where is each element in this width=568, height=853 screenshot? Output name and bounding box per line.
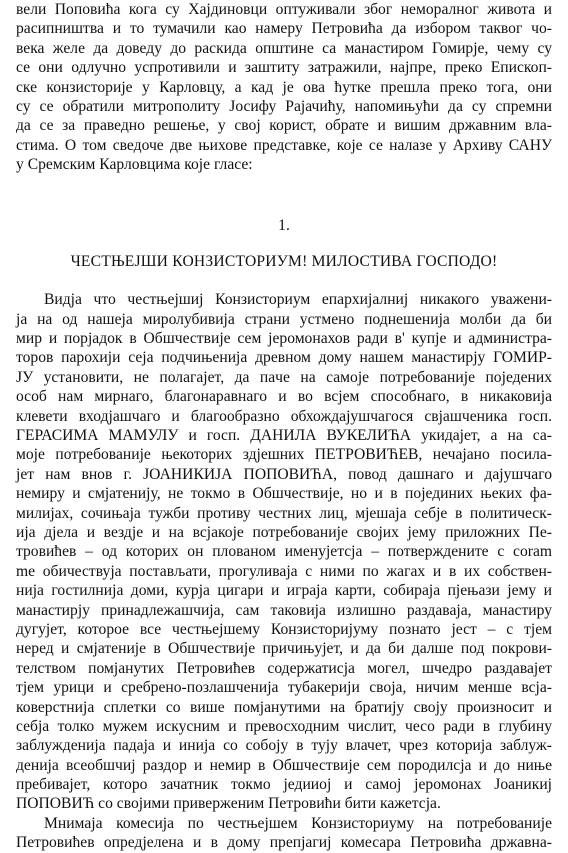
paragraph-line: заблужденија падаја и инија со собоју в тују влачет, чрез которија заблуж-	[16, 737, 552, 755]
intro-line: у Сремским Карловцима које гласе:	[16, 156, 253, 174]
paragraph-line: ЈУ установити, не полагајет, да пaче на самоје потребованије поједених	[16, 368, 552, 386]
document-number: 1.	[278, 216, 290, 234]
paragraph-line: ја на од нашеја миролубивија страни устмено поднешенија молби да би	[16, 310, 552, 328]
paragraph-line: пребивајет, которо зачатник токмо једииој и самој јеромонах Јоаникиј	[16, 776, 552, 794]
letter-paragraph-1	[16, 290, 552, 814]
intro-line: да се за праведно решење, у свој корист, обрате и вишим државним вла-	[16, 117, 552, 135]
intro-line: вели Поповића кога су Хајдиновци оптуживали због неморалног живота и	[16, 1, 552, 18]
paragraph-line: себја толко мужем искусним и превосходним числит, чесо ради в глубину	[16, 717, 552, 735]
paragraph-line: дугујет, которое все честњејшему Конзисторијуму познато јест – с тјем	[16, 620, 552, 638]
intro-line: века желе да доведу до раскида општине са манастиром Гомирје, чему су	[16, 39, 552, 57]
paragraph-line: денија всеобшчиј раздор и немир в Обшчествије сем породилсја и до ниње	[16, 756, 552, 774]
document-page	[16, 0, 552, 853]
intro-line: стима. О том сведоче две њихове представке, које се налазе у Архиву САНУ	[16, 136, 552, 154]
paragraph-line: Мнимаја комесија по честњејшем Конзисториуму на потребованије	[44, 814, 552, 832]
intro-line: су се обратили митрополиту Јосифу Рајачићу, напомињући да су спремни	[16, 97, 552, 115]
paragraph-line: нија гостилнија доми, курја цигари и играја карти, собираја пјењази јему и	[16, 582, 552, 600]
intro-line: се они одлучно успротивили и заштиту затражили, најпре, преко Епископ-	[16, 59, 552, 77]
document-heading: ЧЕСТЊЕЈШИ КОНЗИСТОРИУМ! МИЛОСТИВА ГОСПОДО!	[70, 252, 498, 270]
paragraph-line: мир и порјадок в Обшчествије сем јеромонахов ради в' купје и администра-	[16, 330, 552, 348]
paragraph-line: јет нам внов г. ЈОАНИКИЈА ПОПОВИЋА, повод дашнаго и дајушчаго	[16, 465, 552, 483]
paragraph-line: неред и смјатеније в Обшчествије причињујет, и да би далше под покрови-	[16, 640, 552, 658]
letter-paragraph-2	[16, 814, 552, 853]
paragraph-line: коверстнија сплетки со више помјанутими на братију своју произносит и	[16, 698, 552, 716]
paragraph-line: немиру и смјатенију, не токмо в Обшчествије, но и в појединих њеких фа-	[16, 485, 552, 503]
paragraph-line: тјем урици и сребрено-позлашченија тубакерији своја, ничим менше всја-	[16, 679, 552, 697]
paragraph-line: клевети входјашчаго и благообразно обхождајушчагося свјашченика госп.	[16, 407, 552, 425]
paragraph-line: особ нам мирнаго, благонаравнаго и во всјем способнаго, в никаковија	[16, 388, 552, 406]
paragraph-line: Петровићев опредјелена и в дому препјагиј комесара Петровића државна-	[16, 834, 552, 852]
paragraph-line: торов парохији сеја подчињенија древном дому нашем манастирју ГОМИР-	[16, 349, 552, 367]
paragraph-line: Видја что честњејшиј Конзисториум епархијалниј никакого уважени-	[44, 291, 552, 309]
paragraph-line: тровићев – од которих он плованом именујетсја – потверждените с coram	[16, 543, 552, 561]
paragraph-line: me обичествуја постављати, прогуливаја с ними по жагах и в их собствен-	[16, 562, 552, 580]
intro-paragraph	[16, 0, 552, 175]
paragraph-line: манастирју принадлежашчија, сам таковија излишно раздаваја, манастиру	[16, 601, 552, 619]
paragraph-line: ија дјела и вездје и на всјакоје потребованије својих јему приложних Пе-	[16, 523, 552, 541]
intro-line: расипништва и то тумачили као намеру Петровића да избором таквог чо-	[16, 20, 552, 38]
paragraph-line: ПОПОВИЋ со својими привержeним Петровићи бити кажетсја.	[16, 795, 441, 813]
paragraph-line: телством помјанутих Петровићев содержатисја могел, шчедро раздавајет	[16, 659, 552, 677]
paragraph-line: моје потребованије њекоторих здјешних ПЕТРОВИЋЕВ, нечајано посила-	[16, 446, 552, 464]
paragraph-line: милијах, сочињаја тужби противу честних лиц, мјешаја себје в политическ-	[16, 504, 552, 522]
intro-line: ске конзисторије у Карловцу, а кад је ова ћутке прешла преко тога, они	[16, 78, 552, 96]
paragraph-line: ГЕРАСИМА МАМУЛУ и госп. ДАНИЛА ВУКЕЛИЋА укидајет, а на са-	[16, 427, 552, 445]
